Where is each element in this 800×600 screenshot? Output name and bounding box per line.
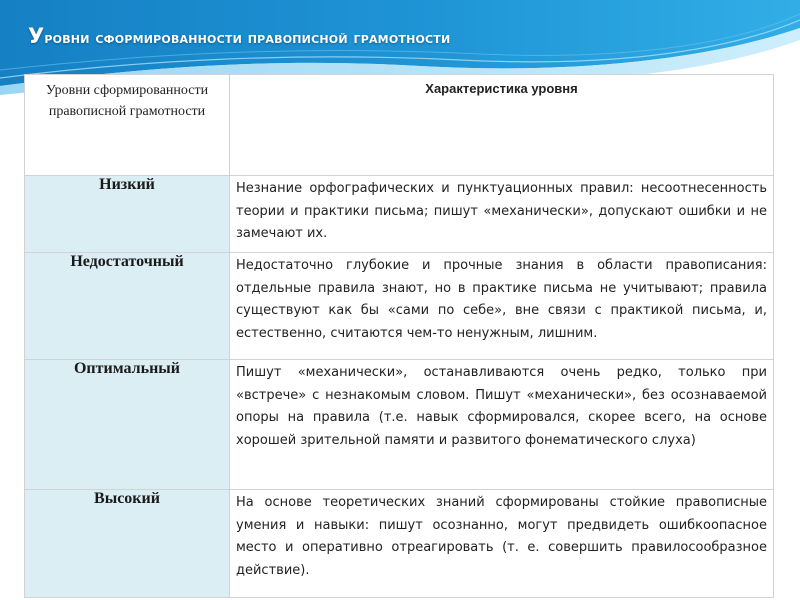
level-description: Недостаточно глубокие и прочные знания в области правописания: отдельные правила знают, но в практике письма не учитывают; правила существуют как бы «сами по себе», вне связи с практикой письма, и, естественно, считаются чем-то ненужным, лишним. (230, 253, 774, 360)
table-row (25, 176, 774, 253)
header-characteristic: Характеристика уровня (230, 75, 774, 176)
level-name: Оптимальный (25, 360, 230, 490)
level-description: На основе теоретических знаний сформированы стойкие правописные умения и навыки: пишут осознанно, могут предвидеть ошибкоопасное место и оперативно отреагировать (т. е. совершить правилосообразное действие). (230, 490, 774, 598)
level-name: Низкий (25, 176, 230, 253)
level-description: Пишут «механически», останавливаются очень редко, только при «встрече» с незнакомым словом. Пишут «механически», без осознаваемой опоры на правила (т.е. навык сформировался, скорее всего, на основе хорошей зрительной памяти и развитого фонематического слуха) (230, 360, 774, 490)
slide-title: Уровни сформированности правописной грамотности (28, 24, 451, 48)
header-levels: Уровни сформированности правописной грамотности (25, 75, 230, 176)
table-row (25, 490, 774, 598)
literacy-levels-table (24, 74, 774, 598)
level-name: Высокий (25, 490, 230, 598)
level-description: Незнание орфографических и пунктуационных правил: несоотнесенность теории и практики письма; пишут «механически», допускают ошибки и не замечают их. (230, 176, 774, 253)
table-header-row (25, 75, 774, 176)
table-row (25, 253, 774, 360)
level-name: Недостаточный (25, 253, 230, 360)
table-row (25, 360, 774, 490)
